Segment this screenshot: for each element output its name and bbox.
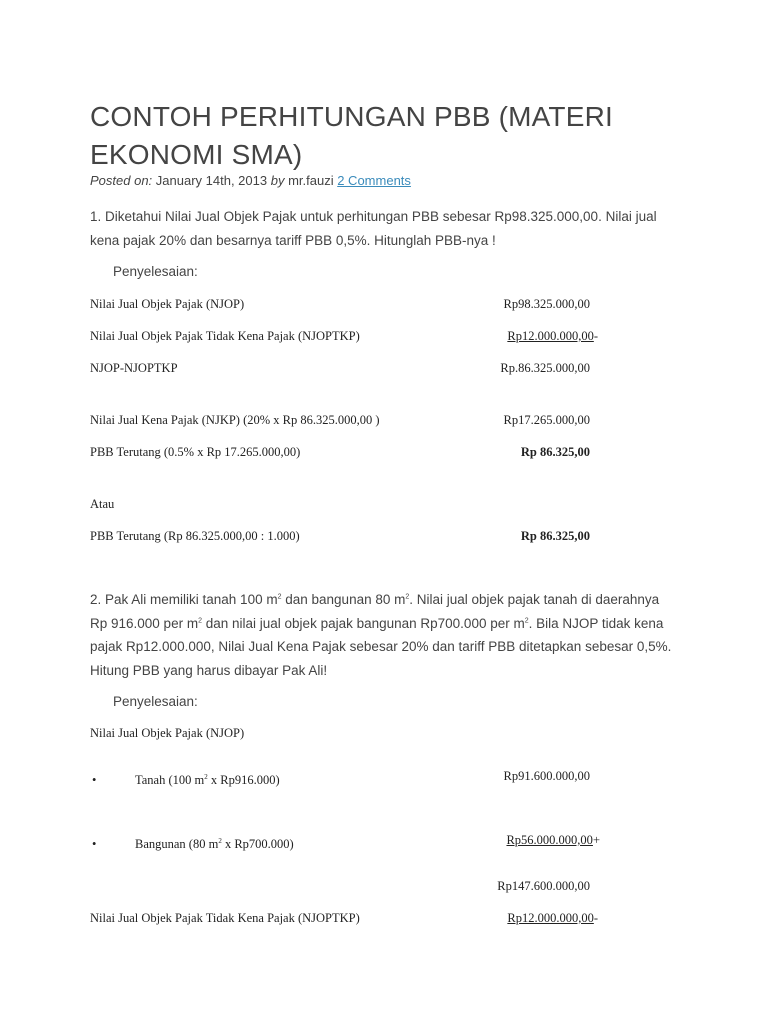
post-author: mr.fauzi xyxy=(288,173,334,188)
calc-row-njop-total: Rp147.600.000,00 xyxy=(497,879,590,893)
problem-2-solution-label: Penyelesaian: xyxy=(113,694,198,709)
post-meta xyxy=(90,173,411,188)
calc-row-njoptkp: Nilai Jual Objek Pajak Tidak Kena Pajak (NJOPTKP) Rp12.000.000,00- xyxy=(90,329,598,343)
problem-2-text: 2. Pak Ali memiliki tanah 100 $m^2$ dan bangunan 80 $m^2$. Nilai jual objek pajak tanah di daerahnya Rp 916.000 per $m^2$ dan nilai jual objek pajak bangunan Rp700.000 per $m^2$. Bila NJOP tidak kena pajak Rp12.000.000, Nilai Jual Kena Pajak sebesar 20% dan tariff PBB ditetapkan sebesar 0,5%. Hitung PBB yang harus dibayar Pak Ali! xyxy=(90,592,672,678)
post-title: CONTOH PERHITUNGAN PBB (MATERI EKONOMI SMA) xyxy=(90,101,614,170)
comments-link[interactable]: 2 Comments xyxy=(337,173,411,188)
calc-row-njkp: Nilai Jual Kena Pajak (NJKP) (20% x Rp 86.325.000,00 ) Rp17.265.000,00 xyxy=(90,413,590,427)
calc-row-njop-minus-njoptkp: NJOP-NJOPTKP Rp.86.325.000,00 xyxy=(90,361,590,375)
problem-1-solution-label: Penyelesaian: xyxy=(113,264,198,279)
bullet: • xyxy=(92,837,97,851)
by-label: by xyxy=(270,173,285,188)
posted-on-label: Posted on: xyxy=(90,173,153,188)
calc-row-pbb-terutang: PBB Terutang (0.5% x Rp 17.265.000,00) Rp 86.325,00 xyxy=(90,445,590,459)
calc-row-njop: Nilai Jual Objek Pajak (NJOP) Rp98.325.000,00 xyxy=(90,297,590,311)
calc-row-pbb-terutang-alt: PBB Terutang (Rp 86.325.000,00 : 1.000) Rp 86.325,00 xyxy=(90,529,590,543)
list-item-bangunan: • Bangunan (80 $m^2$ x Rp700.000) Rp56.000.000,00+ xyxy=(92,833,600,851)
njop-heading: Nilai Jual Objek Pajak (NJOP) xyxy=(90,726,245,740)
post-date: January 14th, 2013 xyxy=(155,173,268,188)
calc-row-njoptkp-2: Nilai Jual Objek Pajak Tidak Kena Pajak (NJOPTKP) Rp12.000.000,00- xyxy=(90,911,598,925)
list-item-tanah: • Tanah (100 $m^2$ x Rp916.000) Rp91.600.000,00 xyxy=(92,769,590,787)
or-label: Atau xyxy=(90,497,115,511)
problem-1-text: 1. Diketahui Nilai Jual Objek Pajak untuk perhitungan PBB sebesar Rp98.325.000,00. Nilai jual kena pajak 20% dan besarnya tariff PBB 0,5%. Hitunglah PBB-nya ! xyxy=(90,209,657,248)
bullet: • xyxy=(92,773,97,787)
